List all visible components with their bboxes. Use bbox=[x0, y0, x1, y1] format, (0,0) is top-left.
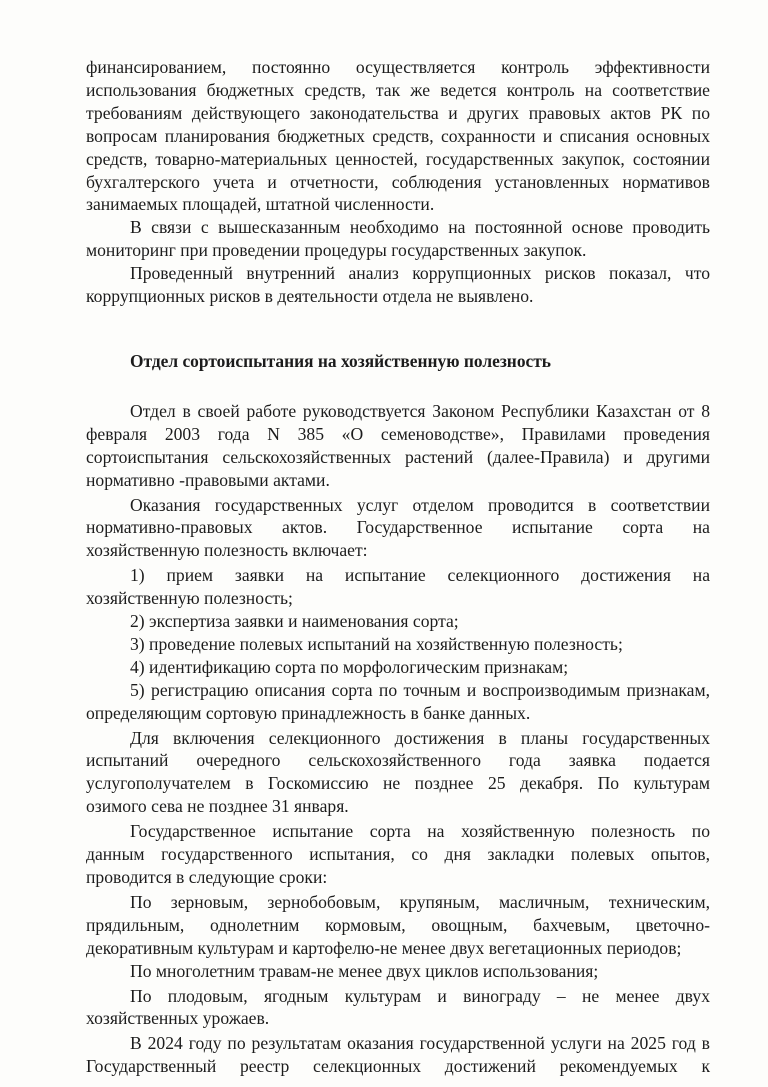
text-line: финансированием, постоянно осуществляется контроль эффективности bbox=[86, 57, 710, 77]
text-line: Государственный реестр селекционных достижений рекомендуемых к bbox=[86, 1056, 710, 1077]
text-line: декоративным культурам и картофелю-не менее двух вегетационных периодов; bbox=[86, 937, 682, 958]
text-line: требованиям действующего законодательства и других правовых актов РК по bbox=[86, 102, 710, 123]
text-line: услугополучателем в Госкомиссию не позднее 25 декабря. По культурам bbox=[86, 773, 710, 794]
list-item-continuation: определяющим сортовую принадлежность в банке данных. bbox=[86, 702, 531, 723]
text-line: нормативно-правовых актов. Государственное испытание сорта на bbox=[86, 517, 710, 538]
text-line: данным государственного испытания, со дня закладки полевых опытов, bbox=[86, 844, 710, 865]
text-line: сортоиспытания сельскохозяйственных растений (далее-Правила) и другими bbox=[86, 446, 710, 467]
testing-steps-list bbox=[86, 564, 710, 724]
text-line: По плодовым, ягодным культурам и винограду – не менее двух bbox=[130, 985, 710, 1006]
text-line: В 2024 году по результатам оказания государственной услуги на 2025 год в bbox=[130, 1033, 710, 1054]
text-line: По зерновым, зернобобовым, крупяным, масличным, техническим, bbox=[130, 891, 710, 912]
section-heading: Отдел сортоиспытания на хозяйственную полезность bbox=[130, 350, 551, 371]
list-item: 3) проведение полевых испытаний на хозяйственную полезность; bbox=[130, 633, 623, 654]
text-line: проводится в следующие сроки: bbox=[86, 867, 328, 887]
text-line: По многолетним травам-не менее двух циклов использования; bbox=[130, 960, 599, 981]
text-line: Государственное испытание сорта на хозяйственную полезность по bbox=[130, 821, 710, 842]
paragraph-monitoring bbox=[86, 216, 710, 262]
text-line: занимаемых площадей, штатной численности. bbox=[86, 194, 435, 215]
text-line: прядильным, однолетним кормовым, овощным, бахчевым, цветочно- bbox=[86, 914, 710, 935]
paragraph-testing-terms bbox=[86, 820, 710, 889]
text-line: нормативно -правовыми актами. bbox=[86, 469, 330, 490]
text-line: вопросам планирования бюджетных средств, сохранности и списания основных bbox=[86, 125, 710, 146]
list-item: 2) экспертиза заявки и наименования сорта; bbox=[130, 611, 459, 632]
list-item: 5) регистрацию описания сорта по точным и воспроизводимым признакам, bbox=[130, 679, 710, 700]
paragraph-financing bbox=[86, 56, 710, 216]
paragraph-risk-analysis bbox=[86, 262, 710, 308]
text-line: испытаний очередного сельскохозяйственного года заявка подается bbox=[86, 750, 710, 771]
text-line: Для включения селекционного достижения в планы государственных bbox=[130, 727, 710, 748]
paragraph-crops bbox=[86, 891, 710, 960]
paragraph-perennial bbox=[86, 960, 710, 983]
text-line: использования бюджетных средств, так же ведется контроль на соответствие bbox=[86, 79, 710, 100]
text-line: Отдел в своей работе руководствуется Законом Республики Казахстан от 8 bbox=[130, 400, 710, 421]
paragraph-services bbox=[86, 494, 710, 563]
text-line: коррупционных рисков в деятельности отдела не выявлено. bbox=[86, 286, 534, 307]
text-line: февраля 2003 года N 385 «О семеноводстве», Правилами проведения bbox=[86, 423, 710, 444]
text-line: хозяйственных урожаев. bbox=[86, 1008, 270, 1029]
paragraph-law bbox=[86, 400, 710, 492]
list-item: 4) идентификацию сорта по морфологическим признакам; bbox=[130, 656, 569, 677]
text-line: хозяйственную полезность включает: bbox=[86, 540, 368, 561]
text-line: бухгалтерского учета и отчетности, соблюдения установленных нормативов bbox=[86, 171, 710, 192]
text-line: мониторинг при проведении процедуры государственных закупок. bbox=[86, 240, 587, 261]
text-line: В связи с вышесказанным необходимо на постоянной основе проводить bbox=[130, 217, 710, 238]
text-line: Оказания государственных услуг отделом проводится в соответствии bbox=[130, 494, 710, 515]
text-line: Проведенный внутренний анализ коррупционных рисков показал, что bbox=[130, 263, 710, 284]
paragraph-registry-2024 bbox=[86, 1032, 710, 1078]
paragraph-application-deadline bbox=[86, 727, 710, 819]
list-item: 1) прием заявки на испытание селекционного достижения на bbox=[130, 565, 710, 586]
list-item-continuation: хозяйственную полезность; bbox=[86, 588, 293, 609]
paragraph-fruit bbox=[86, 985, 710, 1031]
text-line: средств, товарно-материальных ценностей, государственных закупок, состоянии bbox=[86, 148, 710, 169]
text-line: озимого сева не позднее 31 января. bbox=[86, 796, 349, 817]
